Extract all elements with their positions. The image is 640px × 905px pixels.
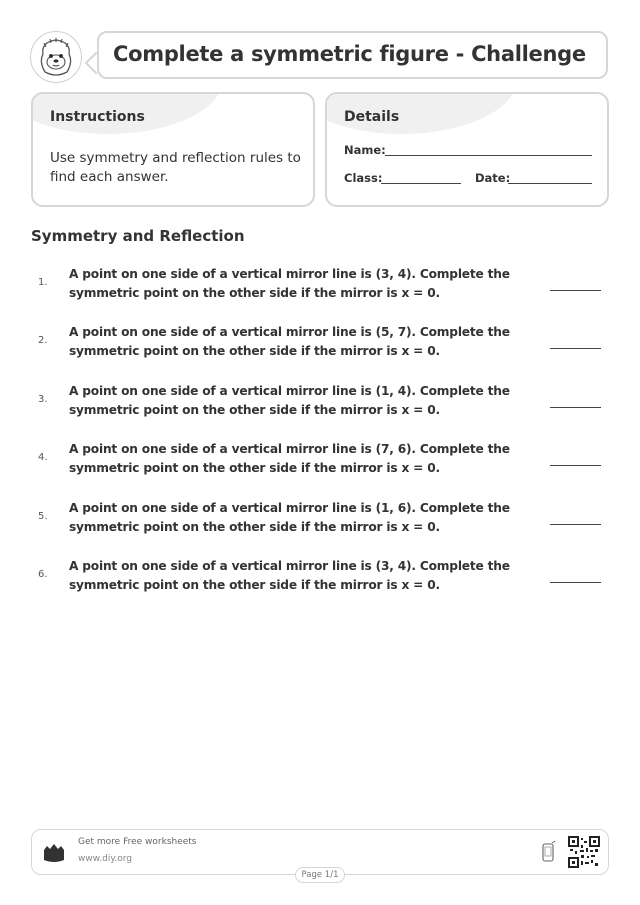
answer-line[interactable] [550, 582, 601, 583]
question-text: A point on one side of a vertical mirror line is (3, 4). Complete the symmetric point on the other side if the mirror is x = 0. [69, 559, 510, 592]
class-field[interactable] [381, 183, 461, 184]
title-bubble [97, 31, 608, 79]
question-text: A point on one side of a vertical mirror line is (1, 4). Complete the symmetric point on the other side if the mirror is x = 0. [69, 384, 510, 417]
qr-code[interactable] [568, 836, 600, 868]
question-item [0, 440, 640, 490]
details-card [325, 92, 609, 207]
class-label: Class: [344, 171, 383, 185]
question-text: A point on one side of a vertical mirror line is (7, 6). Complete the symmetric point on the other side if the mirror is x = 0. [69, 442, 510, 475]
question-number: 4. [38, 452, 48, 463]
section-title: Symmetry and Reflection [31, 227, 245, 245]
page-number: Page 1/1 [295, 867, 345, 883]
answer-line[interactable] [550, 348, 601, 349]
question-item [0, 323, 640, 373]
phone-scan-icon [542, 841, 556, 863]
question-number: 1. [38, 277, 48, 288]
answer-line[interactable] [550, 465, 601, 466]
footer-promo-text: Get more Free worksheets [78, 837, 197, 847]
date-label: Date: [475, 171, 511, 185]
page-title: Complete a symmetric figure - Challenge [113, 42, 586, 66]
question-item [0, 557, 640, 607]
question-number: 5. [38, 511, 48, 522]
mascot-avatar [30, 31, 82, 83]
instructions-text: Use symmetry and reflection rules to find each answer. [50, 150, 301, 185]
question-number: 3. [38, 394, 48, 405]
mascot-icon [31, 32, 81, 82]
question-text: A point on one side of a vertical mirror line is (1, 6). Complete the symmetric point on the other side if the mirror is x = 0. [69, 501, 510, 534]
question-item [0, 499, 640, 549]
diy-logo[interactable] [41, 840, 67, 866]
details-heading: Details [344, 109, 400, 125]
answer-line[interactable] [550, 407, 601, 408]
question-number: 6. [38, 569, 48, 580]
name-label: Name: [344, 143, 386, 157]
question-item [0, 382, 640, 432]
question-item [0, 265, 640, 315]
diy-logo-icon [41, 840, 67, 866]
question-text: A point on one side of a vertical mirror line is (3, 4). Complete the symmetric point on the other side if the mirror is x = 0. [69, 267, 510, 300]
date-field[interactable] [508, 183, 592, 184]
name-field[interactable] [385, 155, 592, 156]
answer-line[interactable] [550, 524, 601, 525]
question-text: A point on one side of a vertical mirror line is (5, 7). Complete the symmetric point on the other side if the mirror is x = 0. [69, 325, 510, 358]
answer-line[interactable] [550, 290, 601, 291]
instructions-heading: Instructions [50, 109, 145, 125]
instructions-card [31, 92, 315, 207]
footer-website-link[interactable]: www.diy.org [78, 854, 132, 864]
question-number: 2. [38, 335, 48, 346]
